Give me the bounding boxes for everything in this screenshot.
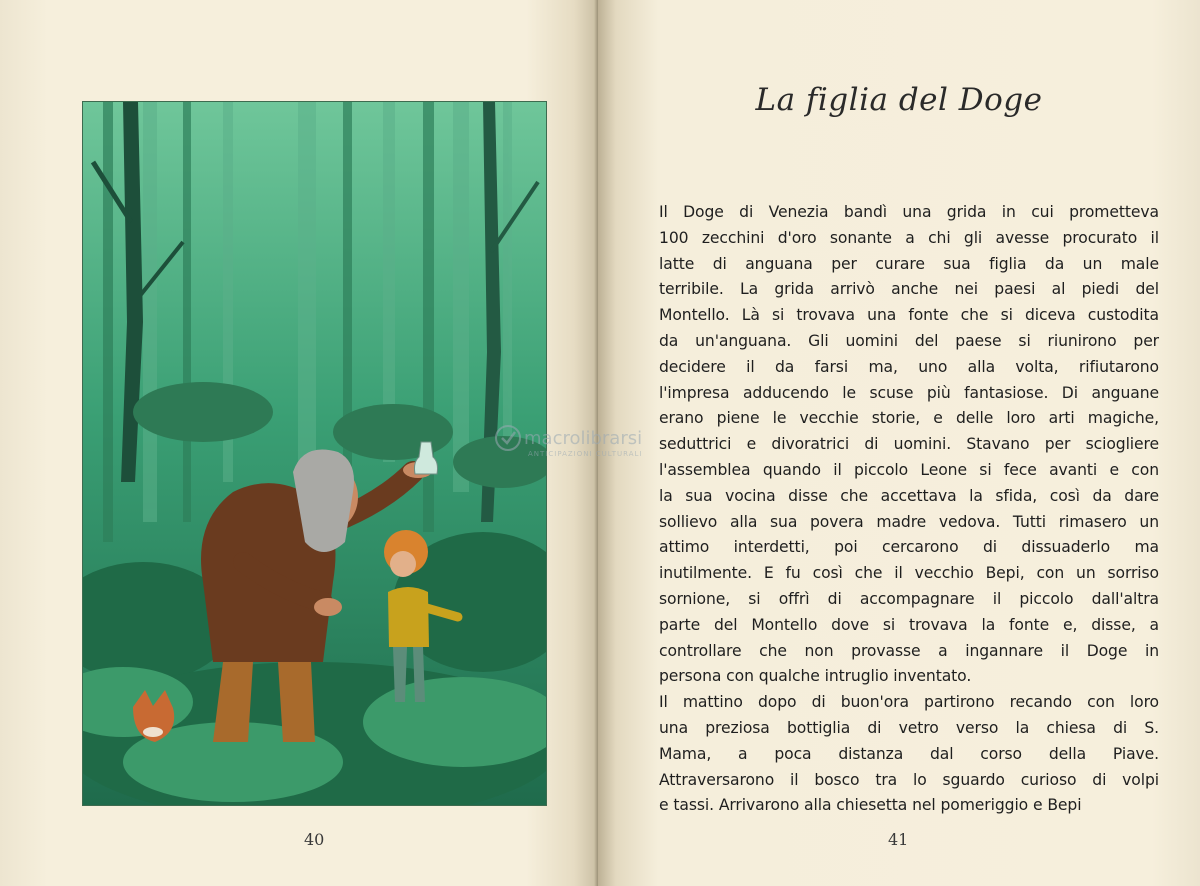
story-line: e tassi. Arrivarono alla chiesetta nel pomeriggio e Bepi [659, 796, 1082, 815]
story-line: sornione, si offrì di accompagnare il piccolo dall'altra [659, 589, 1159, 608]
story-line: controllare che non provasse a ingannare il Doge in [659, 641, 1159, 660]
story-line: Il mattino dopo di buon'ora partirono recando con loro [659, 693, 1159, 712]
story-line: erano piene le vecchie storie, e delle loro arti magiche, [659, 409, 1159, 428]
story-line: latte di anguana per curare sua figlia da un male [659, 254, 1159, 273]
story-line: decidere il da farsi ma, uno alla volta, rifiutarono [659, 357, 1159, 376]
chapter-title: La figlia del Doge [755, 82, 1043, 118]
story-line: inutilmente. E fu così che il vecchio Bepi, con un sorriso [659, 564, 1159, 583]
story-text [659, 200, 1159, 819]
watermark-text: macrolibrarsi [524, 428, 643, 449]
story-line: attimo interdetti, poi cercarono di dissuaderlo ma [659, 538, 1159, 557]
story-line: persona con qualche intruglio inventato. [659, 667, 972, 686]
story-line: da un'anguana. Gli uomini del paese si riunirono per [659, 331, 1159, 350]
story-line: seduttrici e divoratrici di uomini. Stavano per sciogliere [659, 435, 1159, 454]
story-line: l'impresa adducendo le scuse più fantasiose. Di anguane [659, 383, 1159, 402]
story-line: parte del Montello dove si trovava la fonte e, disse, a [659, 615, 1159, 634]
page-number-left: 40 [304, 830, 325, 849]
story-line: Mama, a poca distanza dal corso della Piave. [659, 744, 1159, 763]
story-line: 100 zecchini d'oro sonante a chi gli avesse procurato il [659, 228, 1159, 247]
page-number-right: 41 [888, 830, 909, 849]
story-line: Montello. Là si trovava una fonte che si diceva custodita [659, 306, 1159, 325]
story-line: una preziosa bottiglia di vetro verso la chiesa di S. [659, 718, 1159, 737]
story-line: terribile. La grida arrivò anche nei paesi al piedi del [659, 280, 1159, 299]
story-line: l'assemblea quando il piccolo Leone si fece avanti e con [659, 460, 1159, 479]
right-page [598, 0, 1200, 886]
story-line: Attraversarono il bosco tra lo sguardo curioso di volpi [659, 770, 1159, 789]
story-line: Il Doge di Venezia bandì una grida in cui prometteva [659, 203, 1159, 221]
forest-illustration [82, 101, 547, 806]
story-line: sollievo alla sua povera madre vedova. Tutti rimasero un [659, 512, 1159, 531]
watermark-subtext: ANTICIPAZIONI CULTURALI [528, 450, 643, 458]
story-line: la sua vocina disse che accettava la sfida, così da dare [659, 486, 1159, 505]
left-page [0, 0, 598, 886]
